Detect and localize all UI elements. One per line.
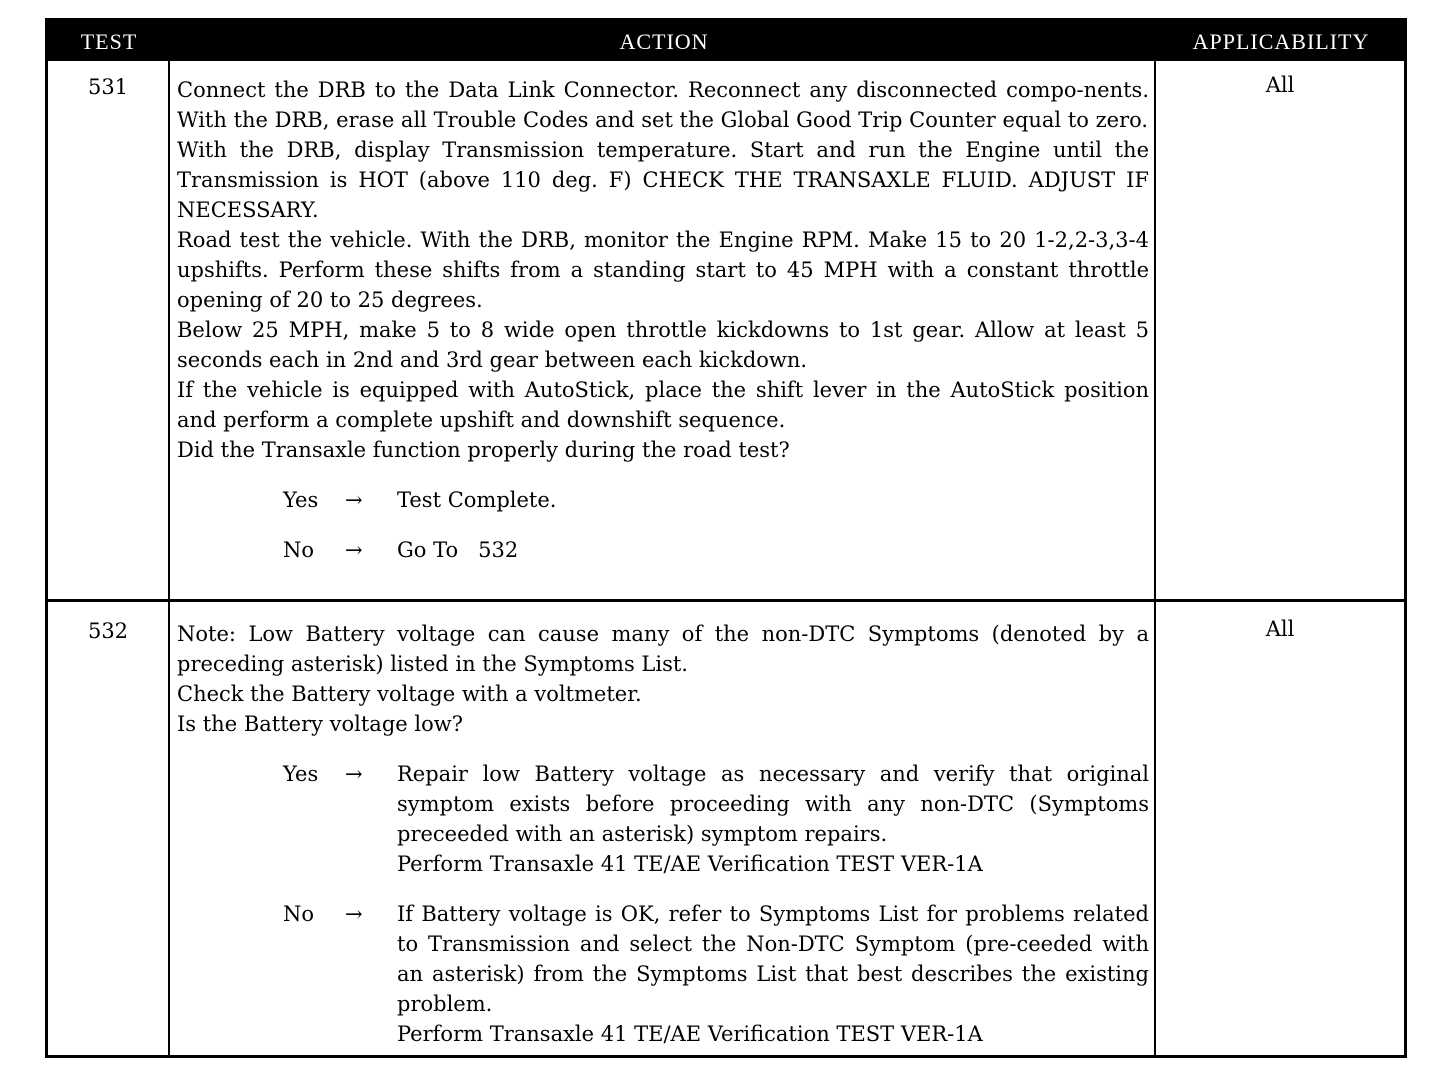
answer-no <box>177 535 1149 565</box>
answer-text-main: If Battery voltage is OK, refer to Symptoms List for problems related to Transmission and select the Non-DTC Symptom (pre-ceeded with an asterisk) from the Symptoms List that best describes the existing problem. <box>397 902 1149 1016</box>
answer-label: Yes <box>283 488 319 512</box>
answer-text <box>397 485 1149 515</box>
action-paragraph: Connect the DRB to the Data Link Connector. Reconnect any disconnected compo-nents. With the DRB, erase all Trouble Codes and set the Global Good Trip Counter equal to zero. <box>177 78 1149 132</box>
header-applicability: APPLICABILITY <box>1192 29 1370 54</box>
action-paragraph: If the vehicle is equipped with AutoStick, place the shift lever in the AutoStick position and perform a complete upshift and downshift sequence. <box>177 378 1149 432</box>
answer-text-main: Repair low Battery voltage as necessary and verify that original symptom exists before proceeding with any non-DTC (Symptoms preceeded with an asterisk) symptom repairs. <box>397 762 1149 846</box>
answer-text <box>397 899 1149 1049</box>
answer-no <box>177 899 1149 1049</box>
table-header <box>48 21 1404 61</box>
action-paragraph: Check the Battery voltage with a voltmeter. <box>177 682 642 706</box>
test-number: 532 <box>87 619 129 643</box>
action-paragraph: Below 25 MPH, make 5 to 8 wide open throttle kickdowns to 1st gear. Allow at least 5 seconds each in 2nd and 3rd gear between each kickdown. <box>177 318 1149 372</box>
header-action: ACTION <box>619 29 709 54</box>
action-cell <box>177 619 1149 1049</box>
arrow-right-icon: → <box>345 488 363 512</box>
action-paragraph: Did the Transaxle function properly during the road test? <box>177 438 790 462</box>
diagnostic-test-table <box>45 18 1407 1058</box>
arrow-right-icon: → <box>345 762 363 786</box>
table-row <box>48 61 1404 602</box>
answer-label: Yes <box>283 762 319 786</box>
answer-text <box>397 759 1149 879</box>
action-paragraph: Note: Low Battery voltage can cause many of the non-DTC Symptoms (denoted by a preceding asterisk) listed in the Symptoms List. <box>177 622 1149 676</box>
answer-text <box>397 535 1149 565</box>
answer-label: No <box>283 538 315 562</box>
action-cell <box>177 75 1149 565</box>
table-row <box>48 605 1404 1058</box>
arrow-right-icon: → <box>345 902 363 926</box>
answer-yes <box>177 485 1149 515</box>
arrow-right-icon: → <box>345 538 363 562</box>
answer-text-extra: Perform Transaxle 41 TE/AE Verification TEST VER-1A <box>397 852 983 876</box>
answer-yes <box>177 759 1149 879</box>
test-number: 531 <box>87 75 129 99</box>
header-test: TEST <box>80 29 138 54</box>
answer-text-extra: Perform Transaxle 41 TE/AE Verification TEST VER-1A <box>397 1022 983 1046</box>
action-paragraph: Road test the vehicle. With the DRB, monitor the Engine RPM. Make 15 to 20 1-2,2-3,3-4 upshifts. Perform these shifts from a standing start to 45 MPH with a constant throttle opening of 20 to 25 degrees. <box>177 228 1149 312</box>
applicability-value: All <box>1265 73 1295 97</box>
answer-text-main: Go To 532 <box>397 538 519 562</box>
answer-label: No <box>283 902 315 926</box>
action-paragraph: Is the Battery voltage low? <box>177 712 463 736</box>
applicability-value: All <box>1265 617 1295 641</box>
action-paragraph: With the DRB, display Transmission temperature. Start and run the Engine until the Transmission is HOT (above 110 deg. F) CHECK THE TRANSAXLE FLUID. ADJUST IF NECESSARY. <box>177 138 1149 222</box>
answer-text-main: Test Complete. <box>397 488 557 512</box>
